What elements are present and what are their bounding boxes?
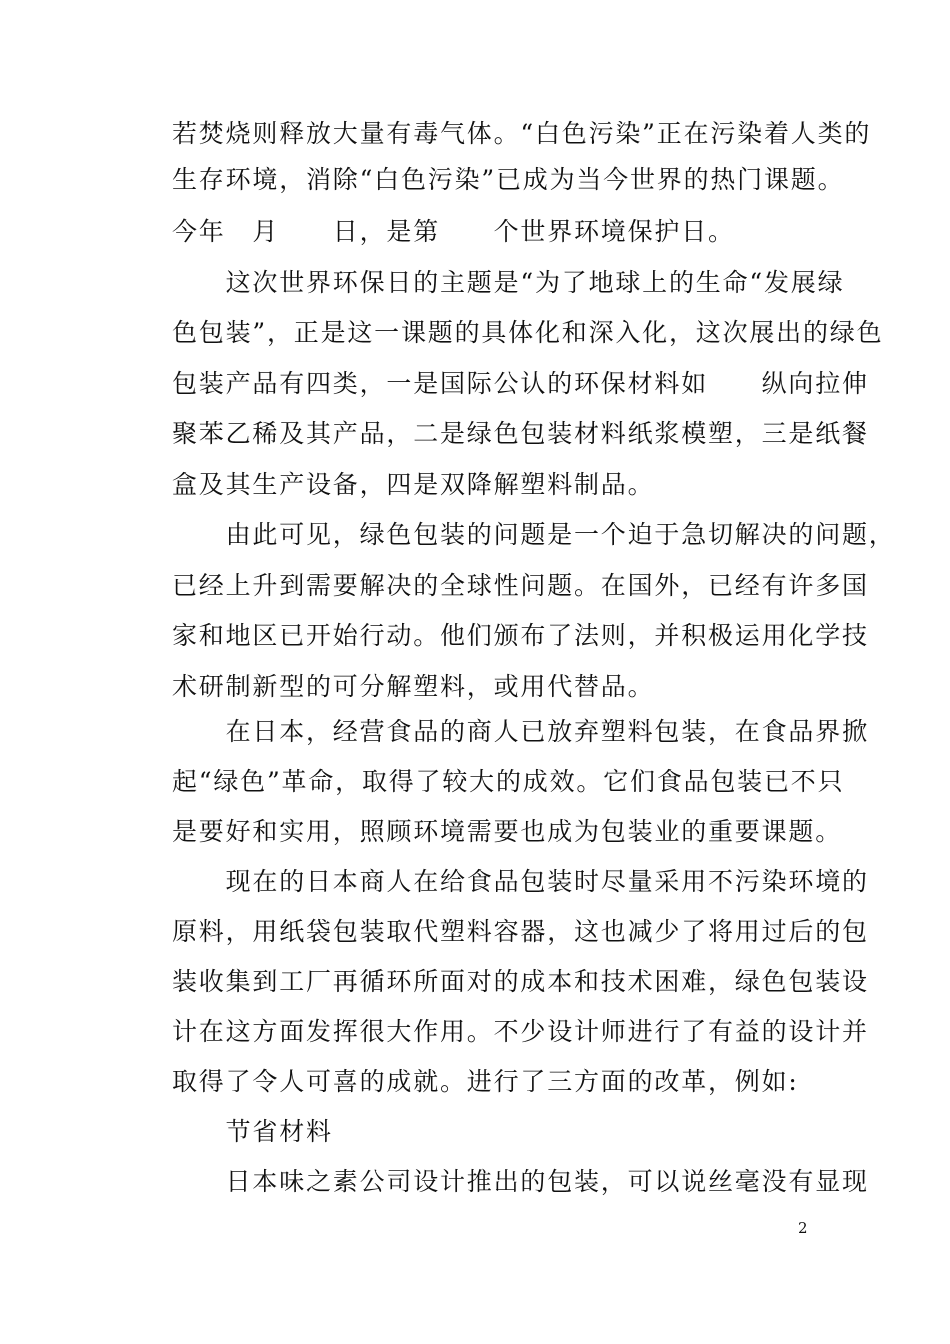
text-line: 若焚烧则释放大量有毒气体。“白色污染”正在污染着人类的 [172,119,872,148]
text-line: 日本味之素公司设计推出的包装，可以说丝毫没有显现 [172,1167,869,1196]
text-line: 由此可见，绿色包装的问题是一个迫于急切解决的问题， [172,520,896,549]
text-line: 计在这方面发挥很大作用。不少设计师进行了有益的设计并 [172,1017,869,1046]
text-line: 这次世界环保日的主题是“为了地球上的生命“发展绿 [172,268,845,297]
text-line: 现在的日本商人在给食品包装时尽量采用不污染环境的 [172,867,869,896]
text-line: 已经上升到需要解决的全球性问题。在国外，已经有许多国 [172,571,869,600]
text-line: 在日本，经营食品的商人已放弃塑料包装，在食品界掀 [172,717,869,746]
text-line: 装收集到工厂再循环所面对的成本和技术困难，绿色包装设 [172,967,869,996]
text-line: 术研制新型的可分解塑料，或用代替品。 [172,672,655,701]
text-line: 是要好和实用，照顾环境需要也成为包装业的重要课题。 [172,817,843,846]
text-line: 聚苯乙稀及其产品，二是绿色包装材料纸浆模塑，三是纸餐 [172,419,869,448]
text-line: 色包装”，正是这一课题的具体化和深入化，这次展出的绿色 [172,318,884,347]
text-line: 取得了令人可喜的成就。进行了三方面的改革，例如: [172,1067,799,1096]
text-line: 原料，用纸袋包装取代塑料容器，这也减少了将用过后的包 [172,917,869,946]
page-number: 2 [798,1219,808,1237]
text-line: 今年 月 日，是第 个世界环境保护日。 [172,217,735,246]
text-line: 起“绿色”革命，取得了较大的成效。它们食品包装已不只 [172,767,845,796]
text-line: 生存环境，消除“白色污染”已成为当今世界的热门课题。 [172,165,845,194]
text-line: 包装产品有四类，一是国际公认的环保材料如 纵向拉伸 [172,369,869,398]
text-line: 节省材料 [172,1117,333,1146]
text-line: 盒及其生产设备，四是双降解塑料制品。 [172,470,655,499]
text-line: 家和地区已开始行动。他们颁布了法则，并积极运用化学技 [172,621,869,650]
